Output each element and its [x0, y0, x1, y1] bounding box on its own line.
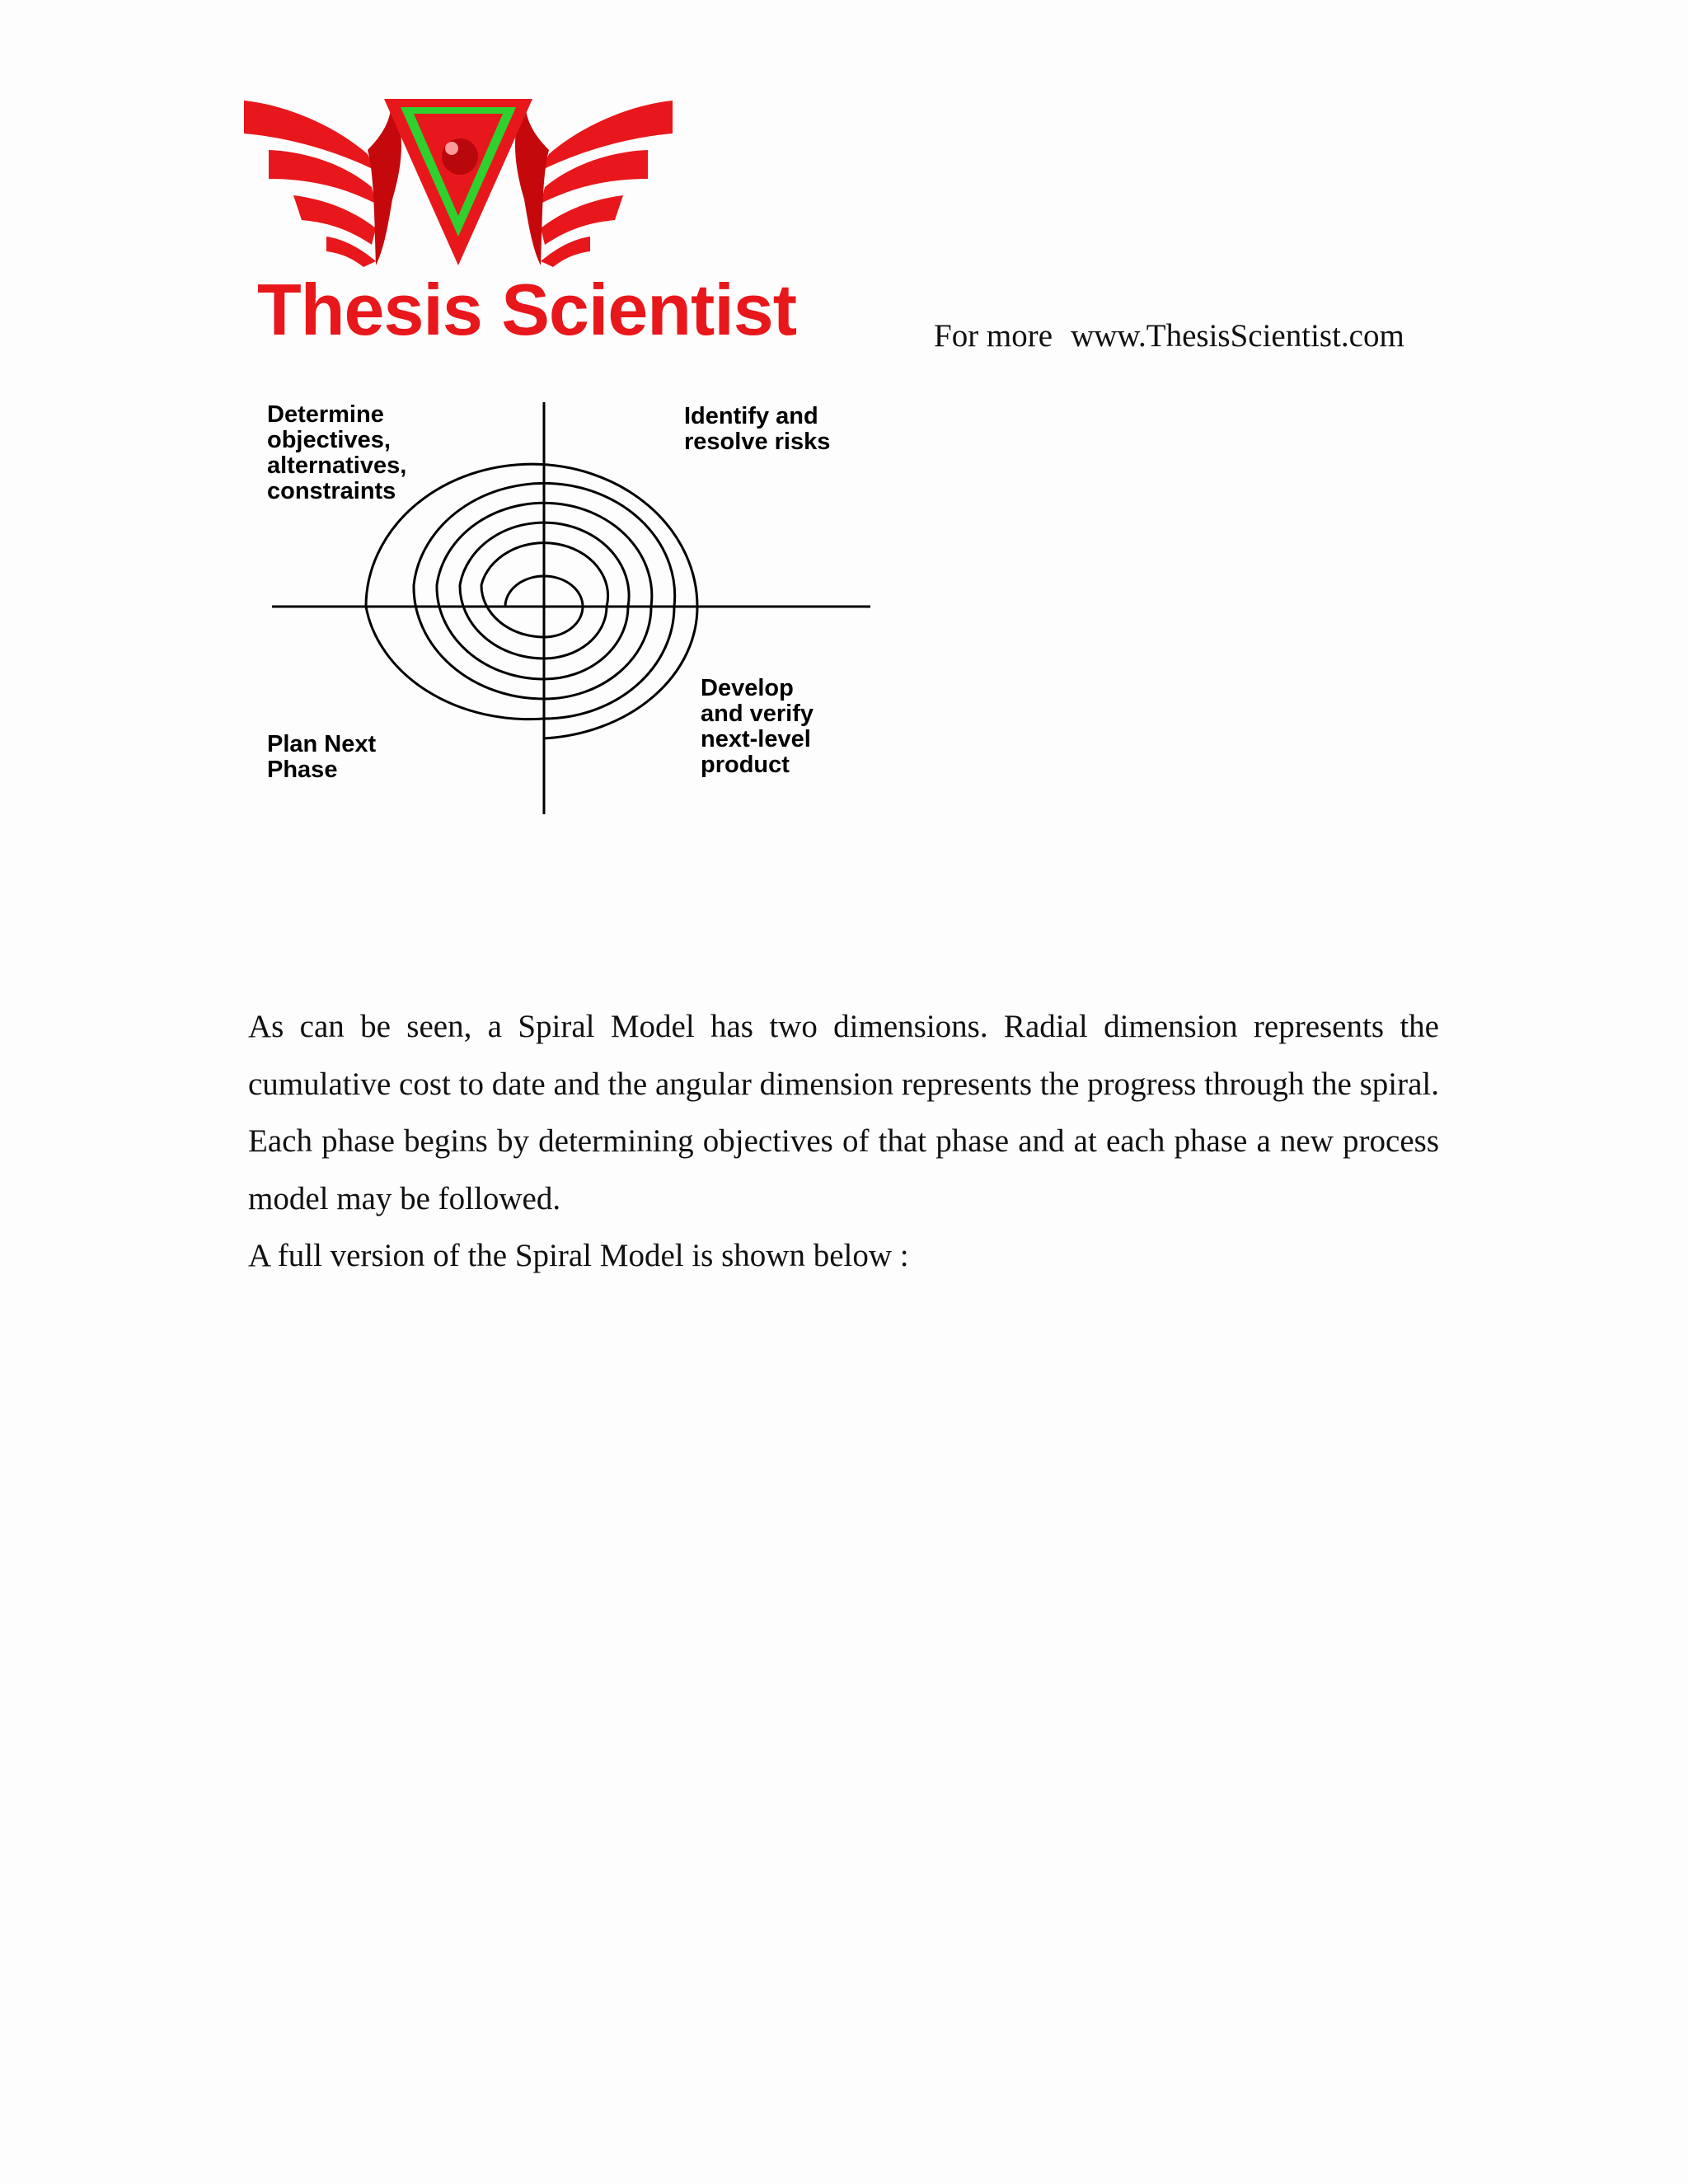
right-wing-icon	[515, 101, 673, 267]
body-text	[248, 998, 1439, 1285]
left-wing-icon	[244, 101, 401, 267]
label-plan-next-phase: Plan Next Phase	[267, 731, 377, 783]
spiral-rings	[366, 464, 697, 738]
logo-wordmark: Thesis Scientist	[257, 269, 797, 350]
header-link-url[interactable]: www.ThesisScientist.com	[1071, 318, 1404, 354]
label-determine-objectives: Determine objectives, alternatives, constraints	[267, 401, 407, 504]
thesis-scientist-logo	[244, 92, 797, 373]
header-website-link[interactable]	[934, 320, 1404, 352]
winged-triangle-emblem	[244, 92, 673, 274]
header-link-prefix: For more	[934, 318, 1053, 354]
paragraph-spiral-dimensions: As can be seen, a Spiral Model has two dimensions. Radial dimension represents the cumulative cost to date and the angular dimension represents the progress through the spiral. Each phase begins by determining objectives of that phase and at each phase a new process model may be followed.	[248, 1009, 1439, 1216]
label-identify-risks: Identify and resolve risks	[684, 403, 831, 455]
spiral-model-diagram	[262, 387, 889, 824]
paragraph-full-version-intro: A full version of the Spiral Model is shown below :	[248, 1238, 909, 1273]
label-develop-verify: Develop and verify next-level product	[701, 675, 814, 778]
